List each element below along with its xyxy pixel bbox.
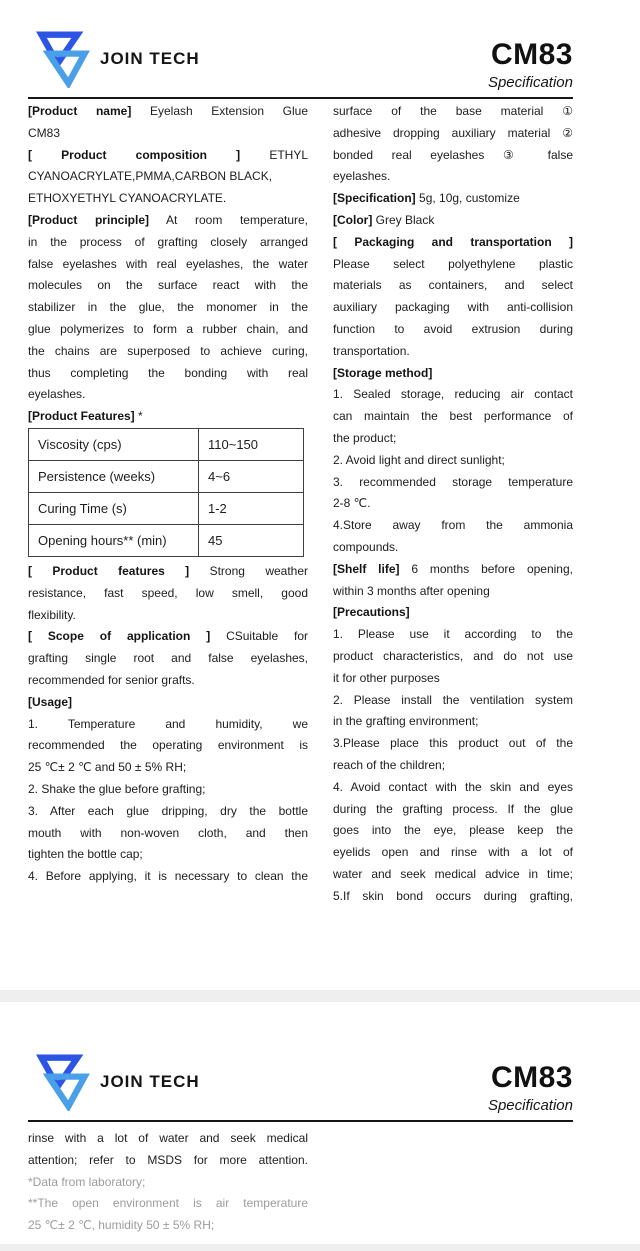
text-line: compounds. <box>333 539 399 554</box>
text-line: rinse with a lot of water and seek medical <box>28 1131 308 1145</box>
text-line: surface of the base material ① <box>333 104 573 118</box>
logo-light-triangle <box>49 1077 85 1107</box>
text-line: molecules on the surface react with the <box>28 278 308 293</box>
text-line: it for other purposes <box>333 670 440 685</box>
text-line: adhesive dropping auxiliary material ② <box>333 125 573 140</box>
brand-logo <box>36 1053 200 1111</box>
text-line: during the grafting process. If the glue <box>333 801 573 816</box>
text-line: thus completing the bonding with real <box>28 365 308 380</box>
text-line: [Product name] Eyelash Extension Glue <box>28 104 308 118</box>
feature-name-cell: Persistence (weeks) <box>29 460 199 492</box>
feature-name-cell: Opening hours** (min) <box>29 524 199 556</box>
text-line: 3.Please place this product out of the <box>333 736 573 751</box>
text-line: eyelashes. <box>28 387 86 402</box>
text-line: transportation. <box>333 343 410 358</box>
text-line: product characteristics, and do not use <box>333 648 573 663</box>
doc-title: CM83 <box>490 1061 573 1094</box>
doc-subtitle: Specification <box>487 74 573 91</box>
text-line: the chains are superposed to achieve curing, <box>28 343 308 358</box>
doc-title-block <box>488 38 573 91</box>
text-line: eyelashes. <box>333 169 391 184</box>
left-column <box>28 101 308 907</box>
text-line: [ Product composition ] ETHYL <box>28 147 308 162</box>
text-line: 25 ℃± 2 ℃ and 50 ± 5% RH; <box>28 760 187 775</box>
doc-title-block <box>488 1061 573 1114</box>
page2-header <box>28 1002 573 1122</box>
text-line: [Shelf life] 6 months before opening, <box>333 561 573 576</box>
feature-value-cell: 4~6 <box>199 460 304 492</box>
text-line: [Specification] 5g, 10g, customize <box>333 191 520 206</box>
page-2 <box>0 1002 640 1244</box>
text-line: 2. Please install the ventilation system <box>333 692 573 707</box>
text-line: 5.If skin bond occurs during grafting, <box>333 888 573 903</box>
text-line: [Product principle] At room temperature, <box>28 212 308 227</box>
text-line: flexibility. <box>28 607 76 622</box>
text-line: 1. Temperature and humidity, we <box>28 716 308 731</box>
feature-value-cell: 45 <box>199 524 304 556</box>
text-line: 2-8 ℃. <box>333 496 371 511</box>
text-line: Please select polyethylene plastic <box>333 256 573 271</box>
text-line: 4.Store away from the ammonia <box>333 518 573 533</box>
feature-name-cell: Viscosity (cps) <box>29 428 199 460</box>
brand-logo-icon <box>36 1053 90 1111</box>
text-line: **The open environment is air temperature <box>28 1196 308 1211</box>
text-line: attention; refer to MSDS for more attention. <box>28 1152 308 1167</box>
text-line: 2. Avoid light and direct sunlight; <box>333 452 505 467</box>
brand-logo <box>36 30 200 88</box>
text-line: goes into the eye, please keep the <box>333 823 573 838</box>
features-table <box>28 428 304 557</box>
text-line: reach of the children; <box>333 757 446 772</box>
feature-name-cell: Curing Time (s) <box>29 492 199 524</box>
feature-row <box>29 524 304 556</box>
text-line: [ Product features ] Strong weather <box>28 563 308 578</box>
feature-value-cell: 110~150 <box>199 428 304 460</box>
text-line: mouth with non-woven cloth, and then <box>28 825 308 840</box>
text-line: 25 ℃± 2 ℃, humidity 50 ± 5% RH; <box>28 1218 215 1233</box>
right-column <box>333 101 573 907</box>
text-line: eyelids open and rinse with a lot of <box>333 845 573 860</box>
left-column-text-top <box>28 101 308 428</box>
text-line: grafting single root and false eyelashes, <box>28 651 308 666</box>
logo-dark-triangle <box>41 1058 77 1087</box>
text-line: recommended for senior grafts. <box>28 672 195 687</box>
text-line: [ Packaging and transportation ] <box>333 234 573 249</box>
brand-name: JOIN TECH <box>100 49 200 68</box>
text-line: 4. Avoid contact with the skin and eyes <box>333 779 573 794</box>
text-line: resistance, fast speed, low smell, good <box>28 585 308 600</box>
text-line: CM83 <box>28 125 61 140</box>
text-line: in the grafting environment; <box>333 714 479 729</box>
text-line: [Storage method] <box>333 365 433 380</box>
logo-light-triangle <box>49 54 85 84</box>
brand-logo-icon <box>36 30 90 88</box>
features-table-body <box>29 428 304 556</box>
feature-row <box>29 428 304 460</box>
text-line: [Color] Grey Black <box>333 212 435 227</box>
text-line: [Product Features] * <box>28 409 143 424</box>
text-line: in the process of grafting closely arranged <box>28 234 308 249</box>
text-line: auxiliary packaging with anti-collision <box>333 300 573 315</box>
text-line: can maintain the best performance of <box>333 409 573 424</box>
text-line: false eyelashes with real eyelashes, the water <box>28 256 308 271</box>
feature-row <box>29 492 304 524</box>
page1-body <box>28 101 640 907</box>
brand-name: JOIN TECH <box>100 1072 200 1091</box>
text-line: CYANOACRYLATE,PMMA,CARBON BLACK, <box>28 169 273 184</box>
text-line: 1. Sealed storage, reducing air contact <box>333 387 573 402</box>
right-column-text <box>333 101 573 907</box>
text-line: recommended the operating environment is <box>28 738 308 753</box>
text-line: 3. recommended storage temperature <box>333 474 573 489</box>
text-line: the product; <box>333 430 397 445</box>
text-line: *Data from laboratory; <box>28 1174 146 1189</box>
text-line: [Precautions] <box>333 605 410 620</box>
text-line: tighten the bottle cap; <box>28 847 143 862</box>
text-line: glue polymerizes to form a rubber chain, and <box>28 321 308 336</box>
page2-text <box>28 1128 308 1237</box>
text-line: within 3 months after opening <box>333 583 490 598</box>
text-line: ETHOXYETHYL CYANOACRYLATE. <box>28 191 227 206</box>
left-column-text-bottom <box>28 561 308 888</box>
doc-subtitle: Specification <box>487 1097 573 1114</box>
text-line: 3. After each glue dripping, dry the bottle <box>28 803 308 818</box>
logo-dark-triangle <box>41 35 77 64</box>
text-line: [Usage] <box>28 694 73 709</box>
text-line: 4. Before applying, it is necessary to clean the <box>28 869 308 884</box>
text-line: water and seek medical advice in time; <box>333 866 573 881</box>
doc-title: CM83 <box>490 38 573 71</box>
text-line: 2. Shake the glue before grafting; <box>28 781 206 796</box>
text-line: materials as containers, and select <box>333 278 573 293</box>
page1-header <box>28 0 573 99</box>
text-line: [ Scope of application ] CSuitable for <box>28 629 308 644</box>
text-line: stabilizer in the glue, the monomer in the <box>28 300 308 315</box>
text-line: 1. Please use it according to the <box>333 627 573 642</box>
bottom-edge <box>0 1244 640 1251</box>
text-line: bonded real eyelashes ③ false <box>333 147 573 162</box>
text-line: function to avoid extrusion during <box>333 321 573 336</box>
page-gap <box>0 990 640 1002</box>
feature-row <box>29 460 304 492</box>
feature-value-cell: 1-2 <box>199 492 304 524</box>
